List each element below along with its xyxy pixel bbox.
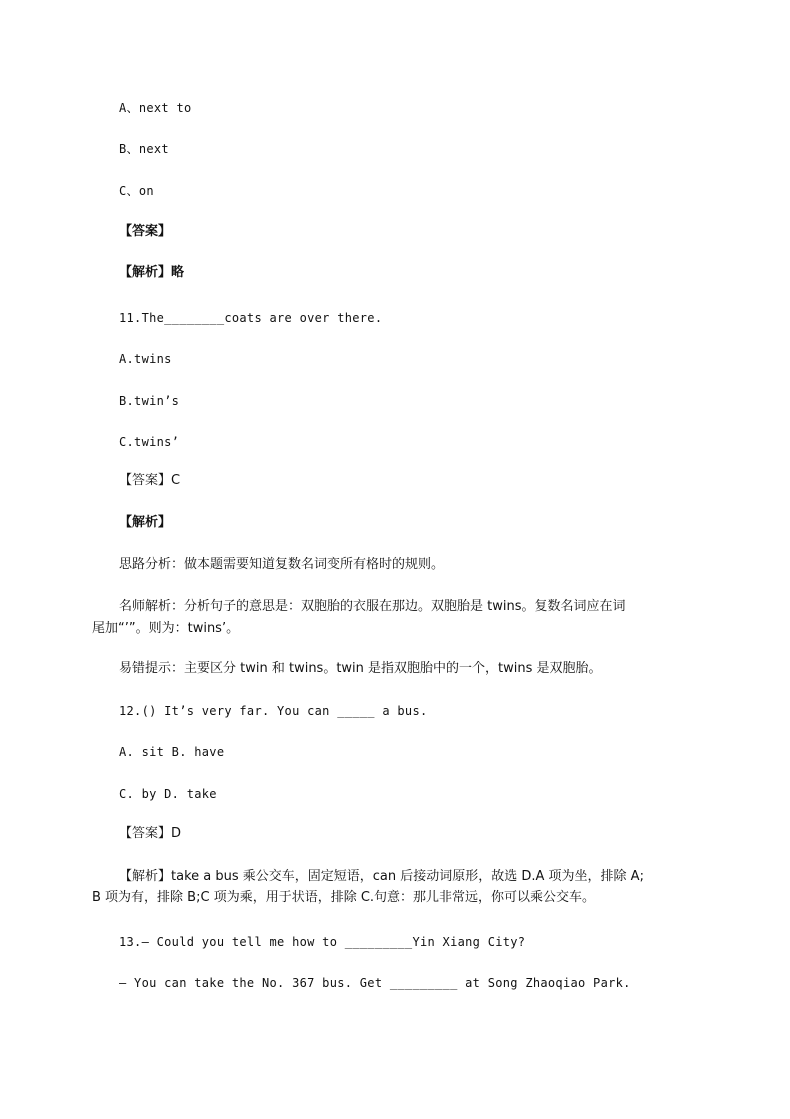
q12-options-cd: C. by D. take xyxy=(119,787,217,801)
q12-analysis-line-2: B 项为有，排除 B;C 项为乘，用于状语，排除 C.句意：那儿非常远，你可以乘公交车。 xyxy=(92,890,596,905)
q11-teacher-line-2: 尾加“’”。则为：twins’。 xyxy=(92,621,240,636)
q10-option-b: B、next xyxy=(119,142,169,156)
q13-line-1: 13.— Could you tell me how to _________Yin Xiang City? xyxy=(119,935,526,949)
q13-line-2: — You can take the No. 367 bus. Get _________ at Song Zhaoqiao Park. xyxy=(119,976,631,990)
q11-teacher-line-1: 名师解析：分析句子的意思是：双胞胎的衣服在那边。双胞胎是 twins。复数名词应在词 xyxy=(119,599,626,614)
q12-analysis-line-1: 【解析】take a bus 乘公交车，固定短语，can 后接动词原形，故选 D.A 项为坐，排除 A; xyxy=(119,869,644,884)
q11-thinking: 思路分析：做本题需要知道复数名词变所有格时的规则。 xyxy=(119,557,445,572)
q11-analysis-label: 【解析】 xyxy=(119,515,172,530)
q12-options-ab: A. sit B. have xyxy=(119,745,225,759)
q11-option-a: A.twins xyxy=(119,352,172,366)
q11-answer: 【答案】C xyxy=(119,473,181,488)
q10-option-a: A、next to xyxy=(119,101,192,115)
q10-answer: 【答案】 xyxy=(119,224,172,239)
q11-error-tip: 易错提示：主要区分 twin 和 twins。twin 是指双胞胎中的一个，twins 是双胞胎。 xyxy=(119,661,602,676)
q11-option-c: C.twins’ xyxy=(119,435,180,449)
q12-stem: 12.() It’s very far. You can _____ a bus. xyxy=(119,704,428,718)
q12-answer: 【答案】D xyxy=(119,826,182,841)
q11-option-b: B.twin’s xyxy=(119,394,180,408)
q10-option-c: C、on xyxy=(119,184,154,198)
q11-stem: 11.The________coats are over there. xyxy=(119,311,383,325)
q10-analysis: 【解析】略 xyxy=(119,265,185,280)
